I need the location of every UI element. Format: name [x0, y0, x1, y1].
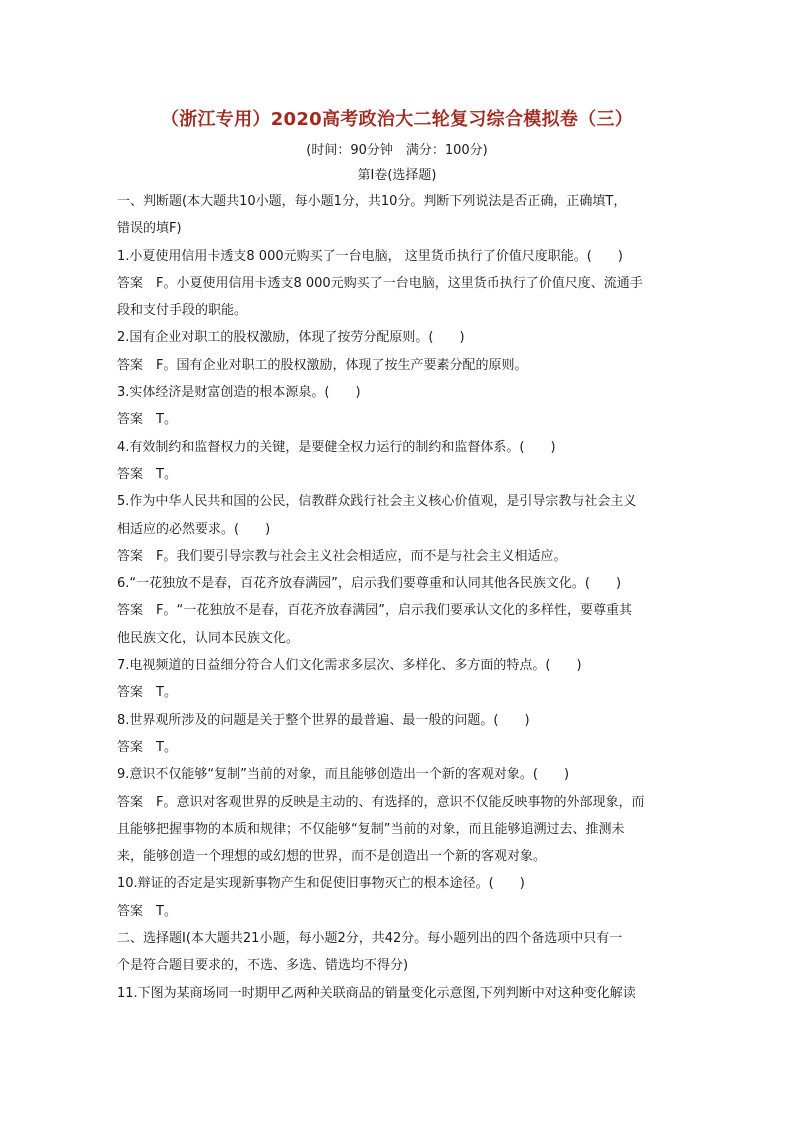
answer-line: 答案 F。“一花独放不是春，百花齐放春满园”，启示我们要承认文化的多样性，要尊重其: [117, 603, 632, 619]
question-line: 6.“一花独放不是春，百花齐放春满园”，启示我们要尊重和认同其他各民族文化。( ): [117, 576, 622, 592]
question-line: 5.作为中华人民共和国的公民，信教群众践行社会主义核心价值观，是引导宗教与社会主义: [117, 494, 637, 510]
answer-line: 答案 F。我们要引导宗教与社会主义社会相适应，而不是与社会主义相适应。: [117, 548, 567, 564]
answer-line: 答案 F。国有企业对职工的股权激励，体现了按生产要素分配的原则。: [117, 357, 528, 373]
section-heading-line: 二、选择题Ⅰ(本大题共21小题，每小题2分，共42分。每小题列出的四个备选项中只有一: [117, 931, 623, 947]
answer-line: 答案 T。: [117, 412, 177, 428]
answer-line: 答案 T。: [117, 903, 177, 919]
text-line: 错误的填F): [117, 221, 182, 237]
answer-line: 答案 F。意识对客观世界的反映是主动的、有选择的，意识不仅能反映事物的外部现象，而: [117, 794, 645, 810]
answer-line: 答案 T。: [117, 739, 177, 755]
document-body: [117, 188, 683, 1007]
document-title: （浙江专用）2020高考政治大二轮复习综合模拟卷（三）: [160, 109, 634, 130]
question-line: 2.国有企业对职工的股权激励，体现了按劳分配原则。( ): [117, 330, 465, 346]
question-line: 9.意识不仅能够“复制”当前的对象，而且能够创造出一个新的客观对象。( ): [117, 767, 570, 783]
answer-line: 答案 T。: [117, 466, 177, 482]
question-line: 相适应的必然要求。( ): [117, 521, 271, 537]
exam-time-and-score: (时间：90分钟 满分：100分): [306, 143, 488, 158]
part-heading: 第Ⅰ卷(选择题): [357, 168, 437, 183]
answer-line: 答案 T。: [117, 685, 177, 701]
question-line: 3.实体经济是财富创造的根本源泉。( ): [117, 385, 361, 401]
question-line: 10.辩证的否定是实现新事物产生和促使旧事物灭亡的根本途径。( ): [117, 876, 525, 892]
section-heading-line: 个是符合题目要求的，不选、多选、错选均不得分): [117, 958, 409, 974]
answer-line: 答案 F。小夏使用信用卡透支8 000元购买了一台电脑，这里货币执行了价值尺度、流通手: [117, 275, 643, 291]
answer-line: 来，能够创造一个理想的或幻想的世界，而不是创造出一个新的客观对象。: [117, 849, 547, 865]
text-line: 一、判断题(本大题共10小题，每小题1分，共10分。判断下列说法是否正确，正确填T，: [117, 194, 627, 209]
answer-line: 他民族文化，认同本民族文化。: [117, 630, 300, 646]
question-line: 11.下图为某商场同一时期甲乙两种关联商品的销量变化示意图,下列判断中对这种变化解读: [117, 985, 636, 1001]
question-line: 4.有效制约和监督权力的关键，是要健全权力运行的制约和监督体系。( ): [117, 439, 556, 455]
answer-line: 段和支付手段的职能。: [117, 303, 248, 319]
question-line: 8.世界观所涉及的问题是关于整个世界的最普遍、最一般的问题。( ): [117, 712, 530, 728]
question-line: 1.小夏使用信用卡透支8 000元购买了一台电脑， 这里货币执行了价值尺度职能。( ): [117, 248, 623, 264]
answer-line: 且能够把握事物的本质和规律；不仅能够“复制”当前的对象，而且能够追溯过去、推测未: [117, 821, 625, 837]
question-line: 7.电视频道的日益细分符合人们文化需求多层次、多样化、多方面的特点。( ): [117, 658, 582, 674]
